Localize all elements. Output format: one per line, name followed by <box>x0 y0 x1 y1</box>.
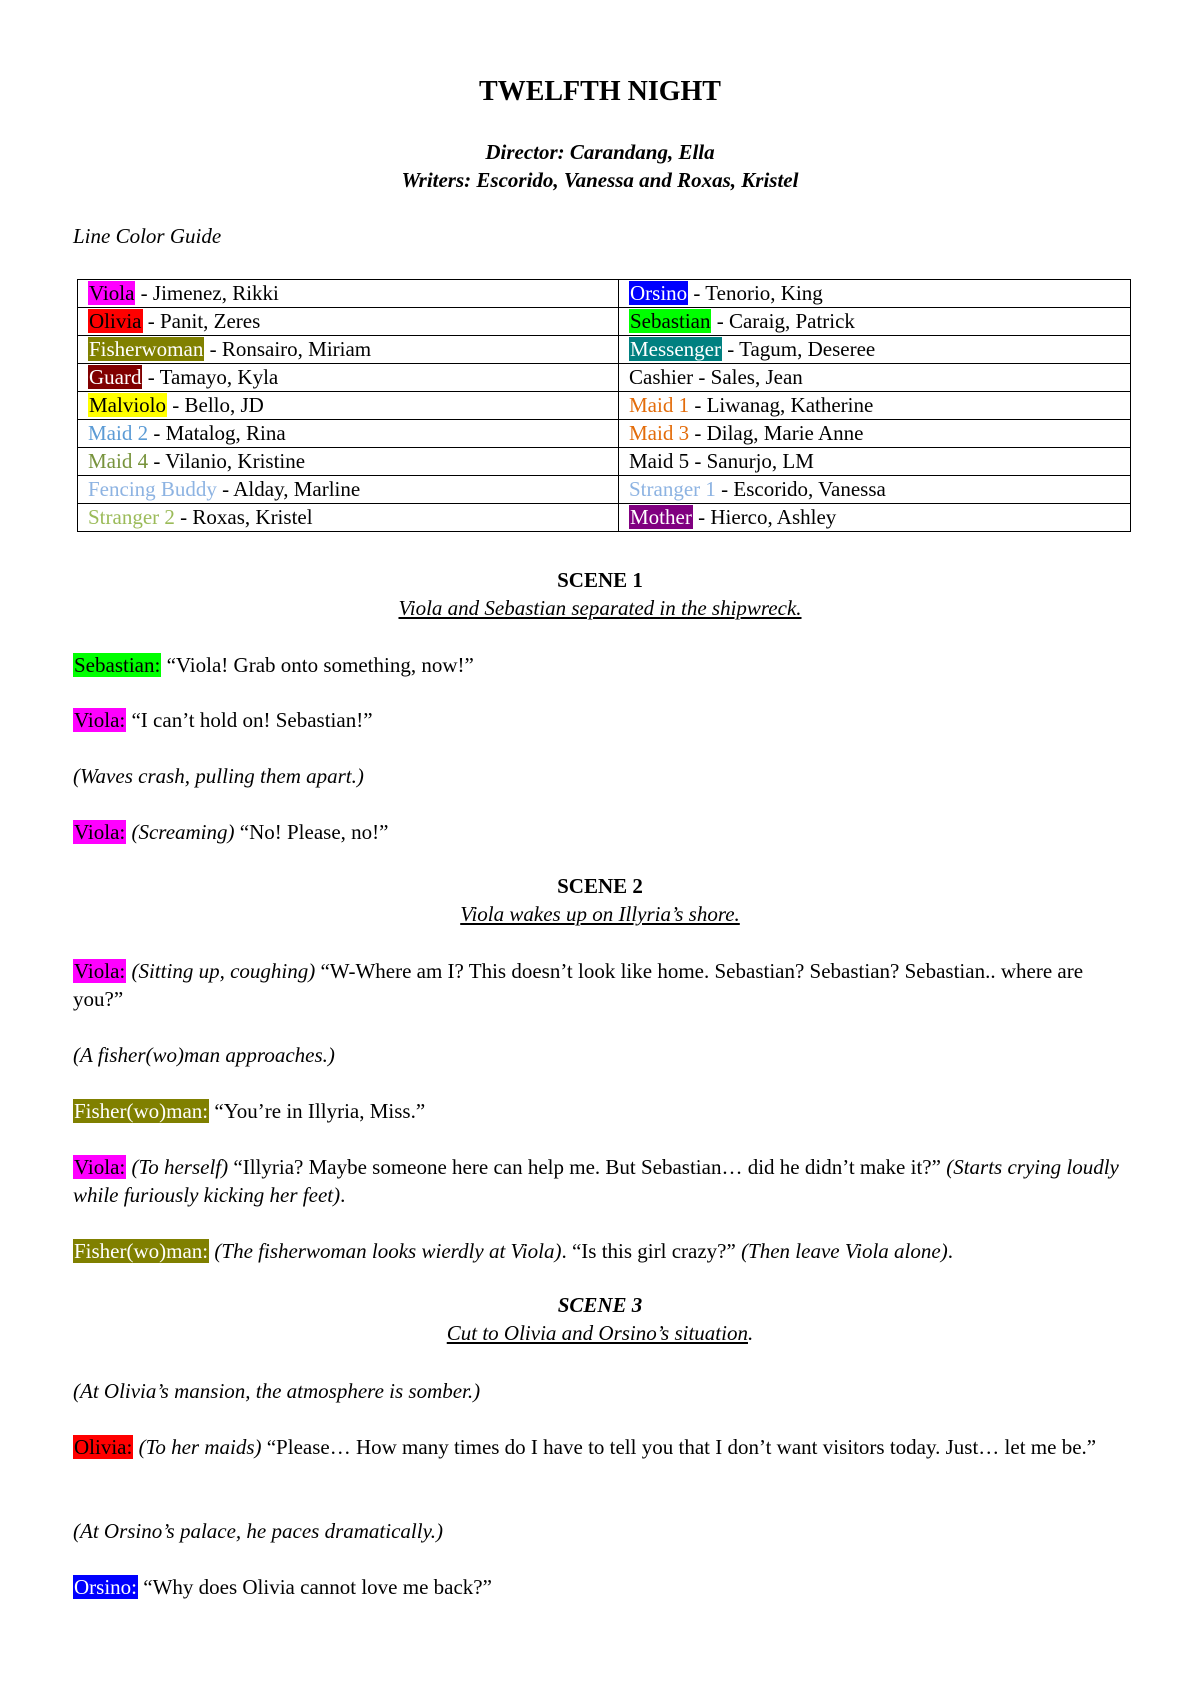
line-text: “You’re in Illyria, Miss.” <box>209 1099 426 1123</box>
role-fencing-buddy: Fencing Buddy <box>88 477 217 501</box>
role-olivia: Olivia <box>89 309 142 333</box>
scene-2-description: Viola wakes up on Illyria’s shore. <box>460 902 740 926</box>
actor-name: - Jimenez, Rikki <box>135 281 279 305</box>
stage-direction: (Starts crying loudly while furiously kicking her feet) <box>73 1155 1119 1207</box>
stage-direction: (To herself) <box>126 1155 229 1179</box>
cast-color-table <box>77 279 1131 532</box>
line-text: “Please… How many times do I have to tell you that I don’t want visitors today. Just… let me be.” <box>261 1435 1097 1459</box>
speaker-sebastian: Sebastian: <box>74 653 161 677</box>
dialogue-line <box>73 1237 1133 1265</box>
stage-direction: (A fisher(wo)man approaches.) <box>73 1043 335 1067</box>
role-stranger-1: Stranger 1 <box>629 477 716 501</box>
scene-1-description: Viola and Sebastian separated in the shipwreck. <box>398 596 802 620</box>
actor-name: - Sanurjo, LM <box>689 449 814 473</box>
cast-cell <box>619 448 1131 476</box>
speaker-viola: Viola: <box>74 1155 126 1179</box>
scene-3-description-end: . <box>747 1321 754 1345</box>
actor-name: - Hierco, Ashley <box>692 505 837 529</box>
cast-cell <box>78 392 619 420</box>
actor-name: - Vilanio, Kristine <box>148 449 306 473</box>
stage-direction: (To her maids) <box>133 1435 262 1459</box>
speaker-olivia: Olivia: <box>74 1435 133 1459</box>
table-row <box>78 476 1131 504</box>
line-text: “Why does Olivia cannot love me back?” <box>138 1575 492 1599</box>
role-stranger-2: Stranger 2 <box>88 505 175 529</box>
cast-cell <box>619 280 1131 308</box>
cast-cell <box>78 420 619 448</box>
actor-name: - Tagum, Deseree <box>721 337 876 361</box>
cast-cell <box>619 308 1131 336</box>
cast-cell <box>78 476 619 504</box>
role-cashier: Cashier <box>629 365 694 389</box>
stage-direction: (Screaming) <box>126 820 235 844</box>
speaker-orsino: Orsino: <box>74 1575 137 1599</box>
table-row <box>78 504 1131 532</box>
dialogue-line <box>73 818 1133 846</box>
line-text: “No! Please, no!” <box>234 820 389 844</box>
document-title: TWELFTH NIGHT <box>479 76 721 107</box>
scene-3-description-line <box>0 1321 1200 1346</box>
cast-cell <box>78 280 619 308</box>
table-row <box>78 280 1131 308</box>
role-malviolo: Malviolo <box>89 393 166 417</box>
speaker-viola: Viola: <box>74 708 126 732</box>
speaker-fisherwoman: Fisher(wo)man: <box>74 1239 209 1263</box>
scene-3-heading: SCENE 3 <box>557 1293 643 1317</box>
role-messenger: Messenger <box>630 337 721 361</box>
table-row <box>78 448 1131 476</box>
director-credit: Director: Carandang, Ella <box>485 140 715 164</box>
cast-cell <box>619 392 1131 420</box>
cast-cell <box>78 448 619 476</box>
line-text: “Illyria? Maybe someone here can help me. But Sebastian… did he didn’t make it?” <box>228 1155 941 1179</box>
actor-name: - Roxas, Kristel <box>174 505 313 529</box>
role-maid-4: Maid 4 <box>88 449 149 473</box>
cast-cell <box>619 364 1131 392</box>
role-orsino: Orsino <box>630 281 688 305</box>
cast-cell <box>619 476 1131 504</box>
stage-direction: (The fisherwoman looks wierdly at Viola) <box>209 1239 562 1263</box>
speaker-viola: Viola: <box>74 820 126 844</box>
role-sebastian: Sebastian <box>630 309 711 333</box>
dialogue-line <box>73 1153 1133 1209</box>
actor-name: - Dilag, Marie Anne <box>689 421 864 445</box>
speaker-fisherwoman: Fisher(wo)man: <box>74 1099 209 1123</box>
line-text: “Viola! Grab onto something, now!” <box>161 653 474 677</box>
actor-name: - Caraig, Patrick <box>711 309 855 333</box>
table-row <box>78 420 1131 448</box>
actor-name: - Panit, Zeres <box>142 309 261 333</box>
line-text: . “Is this girl crazy?” <box>561 1239 736 1263</box>
actor-name: - Ronsairo, Miriam <box>204 337 372 361</box>
actor-name: - Tamayo, Kyla <box>142 365 279 389</box>
line-text: “I can’t hold on! Sebastian!” <box>126 708 373 732</box>
role-maid-1: Maid 1 <box>629 393 690 417</box>
actor-name: - Alday, Marline <box>216 477 361 501</box>
cast-cell <box>78 308 619 336</box>
cast-cell <box>78 364 619 392</box>
role-viola: Viola <box>89 281 135 305</box>
role-mother: Mother <box>630 505 692 529</box>
actor-name: - Bello, JD <box>167 393 264 417</box>
cast-cell <box>619 420 1131 448</box>
actor-name: - Sales, Jean <box>693 365 803 389</box>
actor-name: - Liwanag, Katherine <box>689 393 874 417</box>
stage-direction: (Then leave Viola alone) <box>735 1239 948 1263</box>
cast-cell <box>78 336 619 364</box>
cast-cell <box>619 336 1131 364</box>
table-row <box>78 392 1131 420</box>
role-fisherwoman: Fisherwoman <box>89 337 204 361</box>
role-maid-5: Maid 5 <box>629 449 690 473</box>
scene-2-heading: SCENE 2 <box>557 874 643 898</box>
line-end: . <box>947 1239 953 1263</box>
actor-name: - Matalog, Rina <box>148 421 286 445</box>
actor-name: - Escorido, Vanessa <box>715 477 886 501</box>
scene-3-description: Cut to Olivia and Orsino’s situation <box>446 1321 748 1345</box>
stage-direction: (At Olivia’s mansion, the atmosphere is somber.) <box>73 1379 481 1403</box>
speaker-viola: Viola: <box>74 959 126 983</box>
stage-direction: (Sitting up, coughing) <box>126 959 316 983</box>
cast-cell <box>619 504 1131 532</box>
table-row <box>78 336 1131 364</box>
actor-name: - Tenorio, King <box>688 281 823 305</box>
cast-cell <box>78 504 619 532</box>
dialogue-line <box>73 1433 1133 1461</box>
role-maid-2: Maid 2 <box>88 421 149 445</box>
scene-1-heading: SCENE 1 <box>557 568 643 592</box>
table-row <box>78 364 1131 392</box>
dialogue-line <box>73 1573 1133 1601</box>
table-row <box>78 308 1131 336</box>
writers-credit: Writers: Escorido, Vanessa and Roxas, Kristel <box>401 168 799 192</box>
dialogue-line <box>73 957 1133 1013</box>
line-text: “W-Where am I? This doesn’t look like home. Sebastian? Sebastian? Sebastian.. where are you?” <box>73 959 1084 1011</box>
dialogue-line <box>73 651 1133 679</box>
role-guard: Guard <box>89 365 142 389</box>
line-color-guide-label: Line Color Guide <box>73 224 222 248</box>
dialogue-line <box>73 1097 1133 1125</box>
role-maid-3: Maid 3 <box>629 421 690 445</box>
stage-direction: (At Orsino’s palace, he paces dramatically.) <box>73 1519 443 1543</box>
stage-direction: (Waves crash, pulling them apart.) <box>73 764 364 788</box>
dialogue-line <box>73 706 1133 734</box>
line-end: . <box>340 1183 346 1207</box>
